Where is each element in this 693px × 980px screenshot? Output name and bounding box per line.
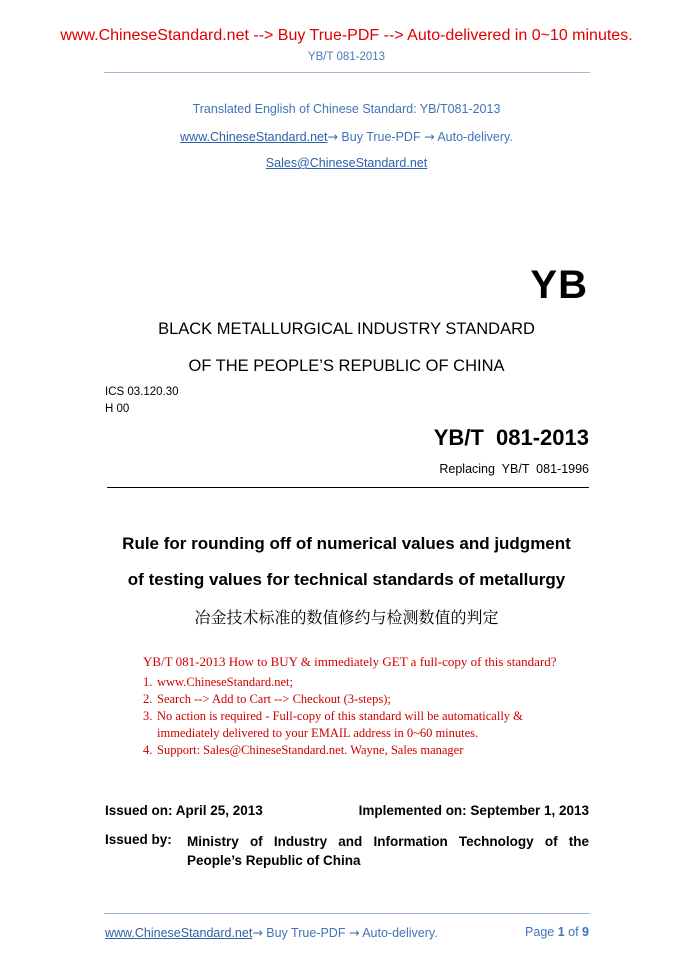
purchase-heading[interactable]: YB/T 081-2013 How to BUY & immediately GET a full-copy of this standard? bbox=[143, 654, 557, 669]
arrow-right-icon: → bbox=[252, 925, 263, 940]
industry-standard-line2: OF THE PEOPLE’S REPUBLIC OF CHINA bbox=[188, 357, 505, 375]
footer-auto-text: Auto-delivery. bbox=[359, 926, 438, 940]
page-of: of bbox=[564, 925, 583, 939]
ccs-code: H 00 bbox=[105, 403, 130, 415]
page-current: 1 bbox=[557, 925, 565, 939]
issued-on-date: Issued on: April 25, 2013 bbox=[105, 803, 263, 818]
list-item: 2. Search --> Add to Cart --> Checkout (3-steps); bbox=[143, 692, 391, 706]
footer-divider bbox=[104, 913, 590, 914]
issued-by-label: Issued by: bbox=[105, 832, 172, 847]
title-english-line1: Rule for rounding off of numerical values and judgment bbox=[122, 534, 571, 553]
email-link[interactable]: Sales@ChineseStandard.net bbox=[265, 156, 428, 170]
arrow-right-icon: → bbox=[327, 129, 338, 144]
implemented-on-date: Implemented on: September 1, 2013 bbox=[358, 803, 589, 818]
title-english-line2: of testing values for technical standards of metallurgy bbox=[127, 570, 566, 589]
purchase-instructions bbox=[143, 654, 583, 759]
footer-site-link[interactable]: www.ChineseStandard.net bbox=[105, 926, 253, 940]
industry-standard-line1: BLACK METALLURGICAL INDUSTRY STANDARD bbox=[158, 320, 535, 338]
page-total: 9 bbox=[582, 925, 589, 939]
top-banner[interactable]: www.ChineseStandard.net --> Buy True-PDF --> Auto-delivered in 0~10 minutes. bbox=[60, 27, 633, 44]
list-item: 3. No action is required - Full-copy of this standard will be automatically & immediately delivered to your EMAIL address in 0~60 minutes. bbox=[143, 709, 523, 740]
header-divider bbox=[104, 72, 590, 73]
email-line bbox=[0, 156, 693, 170]
buy-text: Buy True-PDF bbox=[337, 130, 425, 144]
yb-logo: YB bbox=[530, 263, 588, 307]
auto-delivery-text: Auto-delivery. bbox=[434, 130, 513, 144]
purchase-steps bbox=[143, 674, 583, 759]
site-link[interactable]: www.ChineseStandard.net bbox=[180, 130, 328, 144]
intro-buy-line bbox=[0, 129, 693, 144]
standard-number: YB/T 081-2013 bbox=[433, 425, 589, 450]
footer-buy-line bbox=[105, 925, 438, 940]
arrow-right-icon: → bbox=[348, 925, 360, 940]
footer-buy-text: Buy True-PDF bbox=[262, 926, 349, 940]
page-label: Page bbox=[525, 925, 558, 939]
replacing-note: Replacing YB/T 081-1996 bbox=[439, 462, 589, 476]
title-chinese: 冶金技术标准的数值修约与检测数值的判定 bbox=[194, 608, 499, 627]
arrow-right-icon: → bbox=[424, 129, 435, 144]
list-item: 4. Support: Sales@ChineseStandard.net. Wayne, Sales manager bbox=[143, 743, 464, 757]
list-item: 1. www.ChineseStandard.net; bbox=[143, 675, 293, 689]
issued-by-value: Ministry of Industry and Information Technology of the People’s Republic of China bbox=[187, 834, 589, 868]
header-standard-code: YB/T 081-2013 bbox=[307, 51, 386, 63]
title-divider bbox=[107, 487, 589, 488]
page-indicator bbox=[525, 925, 589, 939]
issued-by bbox=[105, 832, 589, 870]
ics-code: ICS 03.120.30 bbox=[105, 386, 179, 398]
translated-note: Translated English of Chinese Standard: YB/T081-2013 bbox=[192, 102, 501, 116]
